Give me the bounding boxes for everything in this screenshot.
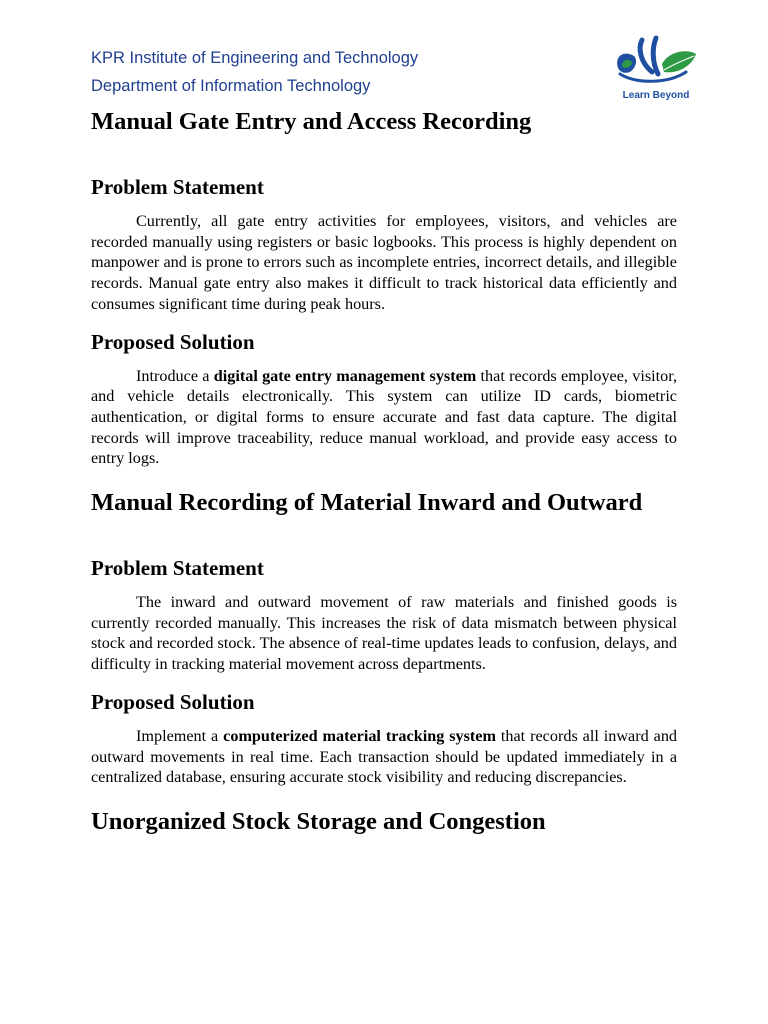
solution-text-end: that records all inward and outward movements in real time. Each transaction should be updated immediately in a centralized database, ensuring accurate stock visibility and reducing discrepancies. — [91, 726, 678, 787]
document-header — [91, 44, 418, 100]
section-title: Unorganized Stock Storage and Congestion — [91, 807, 546, 835]
solution-text-start: Implement a — [136, 726, 224, 745]
logo-leaf-icon — [612, 34, 698, 92]
section-title: Manual Recording of Material Inward and Outward — [91, 489, 643, 517]
institute-logo — [612, 34, 692, 106]
solution-heading: Proposed Solution — [91, 689, 255, 714]
institute-name: KPR Institute of Engineering and Technology — [91, 49, 419, 67]
solution-paragraph — [91, 366, 677, 470]
department-name: Department of Information Technology — [91, 77, 371, 95]
section-title: Manual Gate Entry and Access Recording — [91, 108, 532, 135]
document-body — [91, 104, 677, 840]
solution-paragraph — [91, 726, 677, 788]
solution-text-start: Introduce a — [136, 366, 214, 385]
problem-paragraph: Currently, all gate entry activities for employees, visitors, and vehicles are recorded manually using registers or basic logbooks. This process is highly dependent on manpower and is prone to errors such as incomplete entries, incorrect details, and illegible records. Manual gate entry also makes it difficult to track historical data efficiently and consumes significant time during peak hours. — [91, 212, 677, 313]
solution-text-end: that records employee, visitor, and vehicle details electronically. This system can utilize ID cards, biometric authentication, or digital forms to ensure accurate and fast data capture. The digital records will improve traceability, reduce manual workload, and provide easy access to entry logs. — [91, 366, 677, 468]
problem-paragraph: The inward and outward movement of raw materials and finished goods is currently recorded manually. This increases the risk of data mismatch between physical stock and recorded stock. The absence of real-time updates leads to confusion, delays, and difficulty in tracking material movement across departments. — [91, 593, 677, 674]
problem-heading: Problem Statement — [91, 556, 264, 581]
solution-highlight: digital gate entry management system — [213, 366, 477, 385]
logo-tagline: Learn Beyond — [622, 90, 690, 101]
solution-heading: Proposed Solution — [91, 329, 255, 354]
problem-heading: Problem Statement — [91, 175, 264, 199]
solution-highlight: computerized material tracking system — [223, 726, 496, 745]
